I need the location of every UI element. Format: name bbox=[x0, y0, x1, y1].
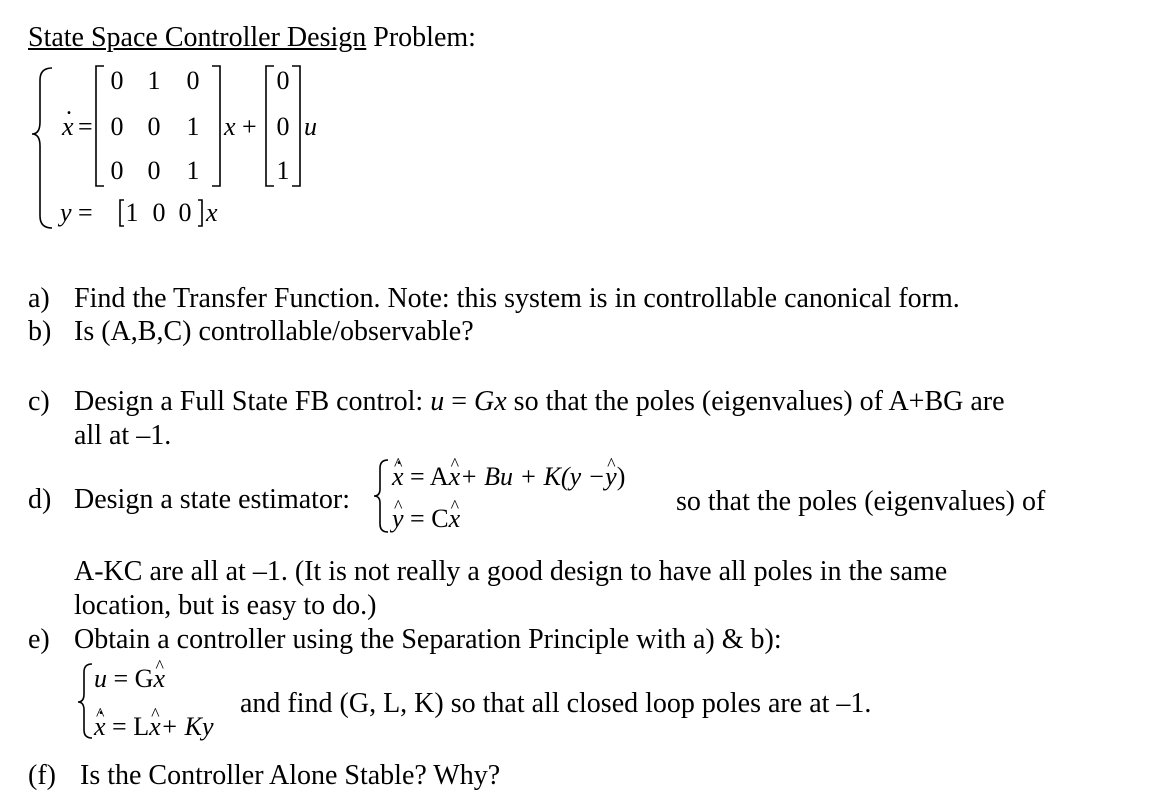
state-eq-equals: = bbox=[78, 112, 93, 141]
item-c-post: so that the poles (eigenvalues) of A+BG are bbox=[513, 386, 1005, 417]
item-d-post: so that the poles (eigenvalues) of bbox=[676, 486, 1046, 517]
state-eq-u: u bbox=[304, 112, 317, 141]
output-eq-equals: = bbox=[78, 198, 93, 227]
system-brace bbox=[32, 68, 52, 228]
item-c-eq-u: u bbox=[430, 386, 445, 417]
c-row-right-bracket bbox=[198, 200, 202, 226]
item-c-eq-gx: Gx bbox=[474, 386, 507, 417]
controller-brace bbox=[78, 664, 92, 738]
a-matrix-cell: 0 bbox=[186, 66, 200, 95]
state-eq-x: x bbox=[224, 112, 236, 141]
item-b-text: Is (A,B,C) controllable/observable? bbox=[74, 316, 474, 347]
item-d-label: d) bbox=[28, 484, 52, 515]
item-d-line2: A-KC are all at –1. (It is not really a good design to have all poles in the same bbox=[74, 556, 948, 587]
a-matrix-cell: 1 bbox=[186, 112, 200, 141]
item-e-label: e) bbox=[28, 624, 50, 655]
item-c-label: c) bbox=[28, 386, 50, 417]
a-matrix-left-bracket bbox=[96, 66, 104, 186]
a-matrix-cell: 0 bbox=[147, 112, 161, 141]
a-matrix-cell: 0 bbox=[147, 156, 161, 185]
estimator-brace bbox=[374, 460, 388, 532]
item-f-label: (f) bbox=[28, 760, 56, 791]
b-vector-cell: 1 bbox=[276, 156, 290, 185]
output-eq-x: x bbox=[206, 198, 218, 227]
a-matrix-cell: 0 bbox=[110, 66, 124, 95]
estimator-eq2: y ^ = Cx ^ bbox=[392, 504, 460, 534]
controller-eq1: u = Gx ^ bbox=[94, 664, 165, 694]
output-eq-lhs: y bbox=[60, 198, 72, 227]
c-row-cell: 0 bbox=[152, 198, 166, 227]
item-a-label: a) bbox=[28, 283, 50, 314]
c-row-cell: 1 bbox=[125, 198, 139, 227]
a-matrix-cell: 1 bbox=[147, 66, 161, 95]
state-eq-lhs: . x bbox=[62, 112, 74, 142]
a-matrix-cell: 0 bbox=[110, 156, 124, 185]
item-b-label: b) bbox=[28, 316, 52, 347]
item-a-text: Find the Transfer Function. Note: this system is in controllable canonical form. bbox=[74, 283, 960, 314]
c-row-cell: 0 bbox=[178, 198, 192, 227]
controller-eq2: . x ^ = Lx ^+ Ky bbox=[94, 712, 214, 742]
item-d-line3: location, but is easy to do.) bbox=[74, 590, 377, 621]
item-c-eq-equals: = bbox=[451, 386, 468, 417]
item-c-line2: all at –1. bbox=[74, 420, 172, 451]
a-matrix-right-bracket bbox=[212, 66, 220, 186]
a-matrix-cell: 1 bbox=[186, 156, 200, 185]
problem-title-rest: Problem: bbox=[366, 22, 476, 53]
estimator-eq1: . x ^ = Ax ^+ Bu + K(y −y ^) bbox=[392, 462, 625, 492]
state-eq-plus: + bbox=[242, 112, 257, 141]
problem-title-underlined: State Space Controller Design bbox=[28, 22, 367, 53]
a-matrix-cell: 0 bbox=[110, 112, 124, 141]
b-vector-cell: 0 bbox=[276, 112, 290, 141]
item-e-post: and find (G, L, K) so that all closed loop poles are at –1. bbox=[240, 688, 872, 719]
item-c-pre: Design a Full State FB control: bbox=[74, 386, 424, 417]
b-vector-cell: 0 bbox=[276, 66, 290, 95]
item-f-text: Is the Controller Alone Stable? Why? bbox=[80, 760, 501, 791]
item-c-line1 bbox=[74, 386, 1005, 418]
item-e-text: Obtain a controller using the Separation Principle with a) & b): bbox=[74, 624, 782, 655]
item-d-pre: Design a state estimator: bbox=[74, 484, 351, 515]
